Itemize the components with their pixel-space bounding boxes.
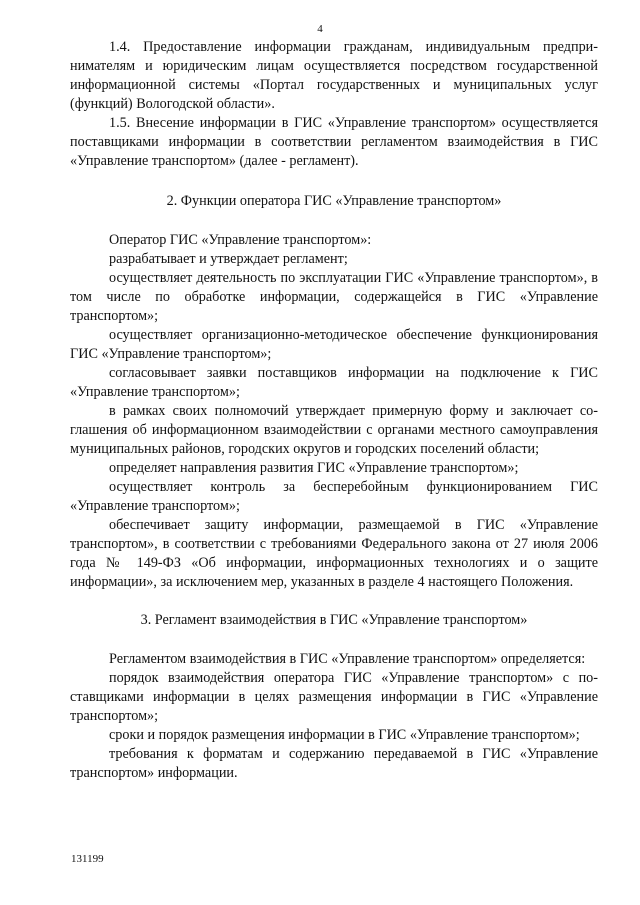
section-2-heading: 2. Функции оператора ГИС «Управление транспортом»	[166, 193, 502, 209]
section-2-intro: Оператор ГИС «Управление транспортом»:	[109, 232, 372, 248]
paragraph-1-4: 1.4. Предоставление информации гражданам, индивидуальным предпринимателям и юридическим лицам осуществляется посредством государственной информационной системы «Портал государственных и муниципальных услуг (функций) Вологодской области».	[70, 39, 598, 112]
section-3-item: сроки и порядок размещения информации в ГИС «Управление транспортом»;	[109, 727, 580, 743]
section-2-item: обеспечивает защиту информации, размещаемой в ГИС «Управление транспортом», в соответствии с требованиями Федерального закона от 27 июля 2006 года № 149-ФЗ «Об информации, информационных технологиях и о защите информации», за исключением мер, указанных в разделе 4 настоящего Положения.	[70, 517, 598, 590]
section-3-item: порядок взаимодействия оператора ГИС «Управление транспортом» с поставщиками информации в целях размещения информации в ГИС «Управление транспортом»;	[70, 670, 598, 724]
section-2-item: согласовывает заявки поставщиков информации на подключение к ГИС «Управление транспортом»;	[70, 365, 598, 400]
section-2-item: осуществляет деятельность по эксплуатации ГИС «Управление транспортом», в том числе по обработке информации, содержащейся в ГИС «Управление транспортом»;	[70, 270, 598, 324]
section-2-item: в рамках своих полномочий утверждает примерную форму и заключает соглашения об информационном взаимодействии с органами местного самоуправления муниципальных районов, городских округов и городских поселений области;	[70, 403, 598, 457]
section-3-heading: 3. Регламент взаимодействия в ГИС «Управление транспортом»	[140, 612, 528, 628]
paragraph-1-5: 1.5. Внесение информации в ГИС «Управление транспортом» осуществляется поставщиками информации в соответствии регламентом взаимодействия в ГИС «Управление транспортом» (далее - регламент).	[70, 115, 598, 169]
document-code: 131199	[71, 853, 104, 865]
section-3-intro: Регламентом взаимодействия в ГИС «Управление транспортом» определяется:	[109, 651, 586, 667]
section-3-item: требования к форматам и содержанию передаваемой в ГИС «Управление транспортом» информации.	[70, 746, 598, 781]
document-body	[70, 38, 598, 783]
section-2-item: определяет направления развития ГИС «Управление транспортом»;	[109, 460, 519, 476]
page-number: 4	[317, 23, 323, 35]
section-2-item: разрабатывает и утверждает регламент;	[109, 251, 348, 267]
section-2-item: осуществляет контроль за бесперебойным функционированием ГИС «Управление транспортом»;	[70, 479, 598, 514]
section-2-item: осуществляет организационно-методическое обеспечение функционирования ГИС «Управление транспортом»;	[70, 327, 598, 362]
